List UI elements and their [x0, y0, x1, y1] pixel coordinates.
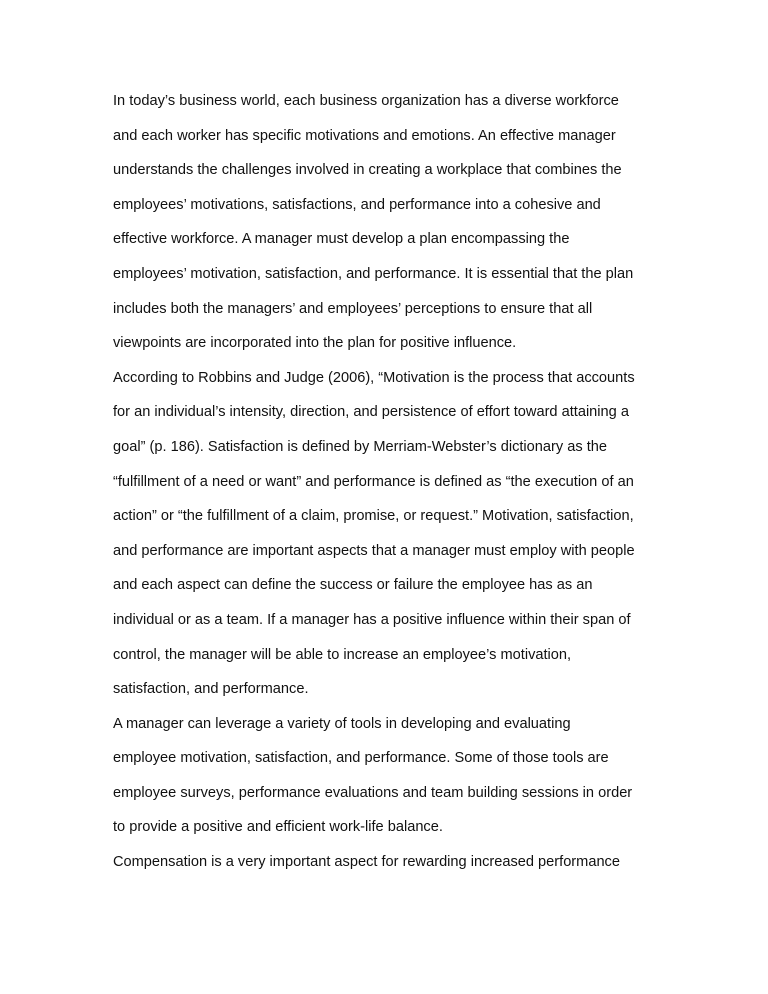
text-line: action” or “the fulfillment of a claim, promise, or request.” Motivation, satisfaction, — [113, 508, 634, 525]
text-line: employee surveys, performance evaluations and team building sessions in order — [113, 784, 633, 801]
text-line: In today’s business world, each business organization has a diverse workforce — [113, 93, 619, 109]
body-text — [113, 87, 658, 883]
text-line: for an individual’s intensity, direction, and persistence of effort toward attaining a — [113, 404, 629, 421]
text-line: and performance are important aspects that a manager must employ with people — [113, 542, 635, 559]
text-line: individual or as a team. If a manager has a positive influence within their span of — [113, 611, 631, 628]
text-line: to provide a positive and efficient work-life balance. — [113, 819, 443, 836]
text-line: and each aspect can define the success or failure the employee has as an — [113, 577, 593, 594]
text-line: viewpoints are incorporated into the plan for positive influence. — [113, 335, 517, 352]
text-line: employees’ motivation, satisfaction, and performance. It is essential that the plan — [113, 265, 634, 282]
text-line: includes both the managers’ and employees’ perceptions to ensure that all — [113, 300, 593, 317]
text-line: “fulfillment of a need or want” and performance is defined as “the execution of an — [113, 473, 634, 490]
text-line: According to Robbins and Judge (2006), “Motivation is the process that accounts — [113, 369, 635, 386]
text-line: Compensation is a very important aspect for rewarding increased performance — [113, 854, 620, 871]
text-line: employees’ motivations, satisfactions, and performance into a cohesive and — [113, 196, 601, 213]
text-line: employee motivation, satisfaction, and performance. Some of those tools are — [113, 750, 609, 767]
text-line: and each worker has specific motivations and emotions. An effective manager — [113, 127, 616, 144]
text-line: effective workforce. A manager must develop a plan encompassing the — [113, 231, 570, 248]
text-line: A manager can leverage a variety of tools in developing and evaluating — [113, 715, 571, 732]
text-line: goal” (p. 186). Satisfaction is defined by Merriam-Webster’s dictionary as the — [113, 438, 607, 455]
text-line: satisfaction, and performance. — [113, 681, 309, 698]
text-line: control, the manager will be able to increase an employee’s motivation, — [113, 646, 572, 663]
text-line: understands the challenges involved in creating a workplace that combines the — [113, 162, 622, 179]
